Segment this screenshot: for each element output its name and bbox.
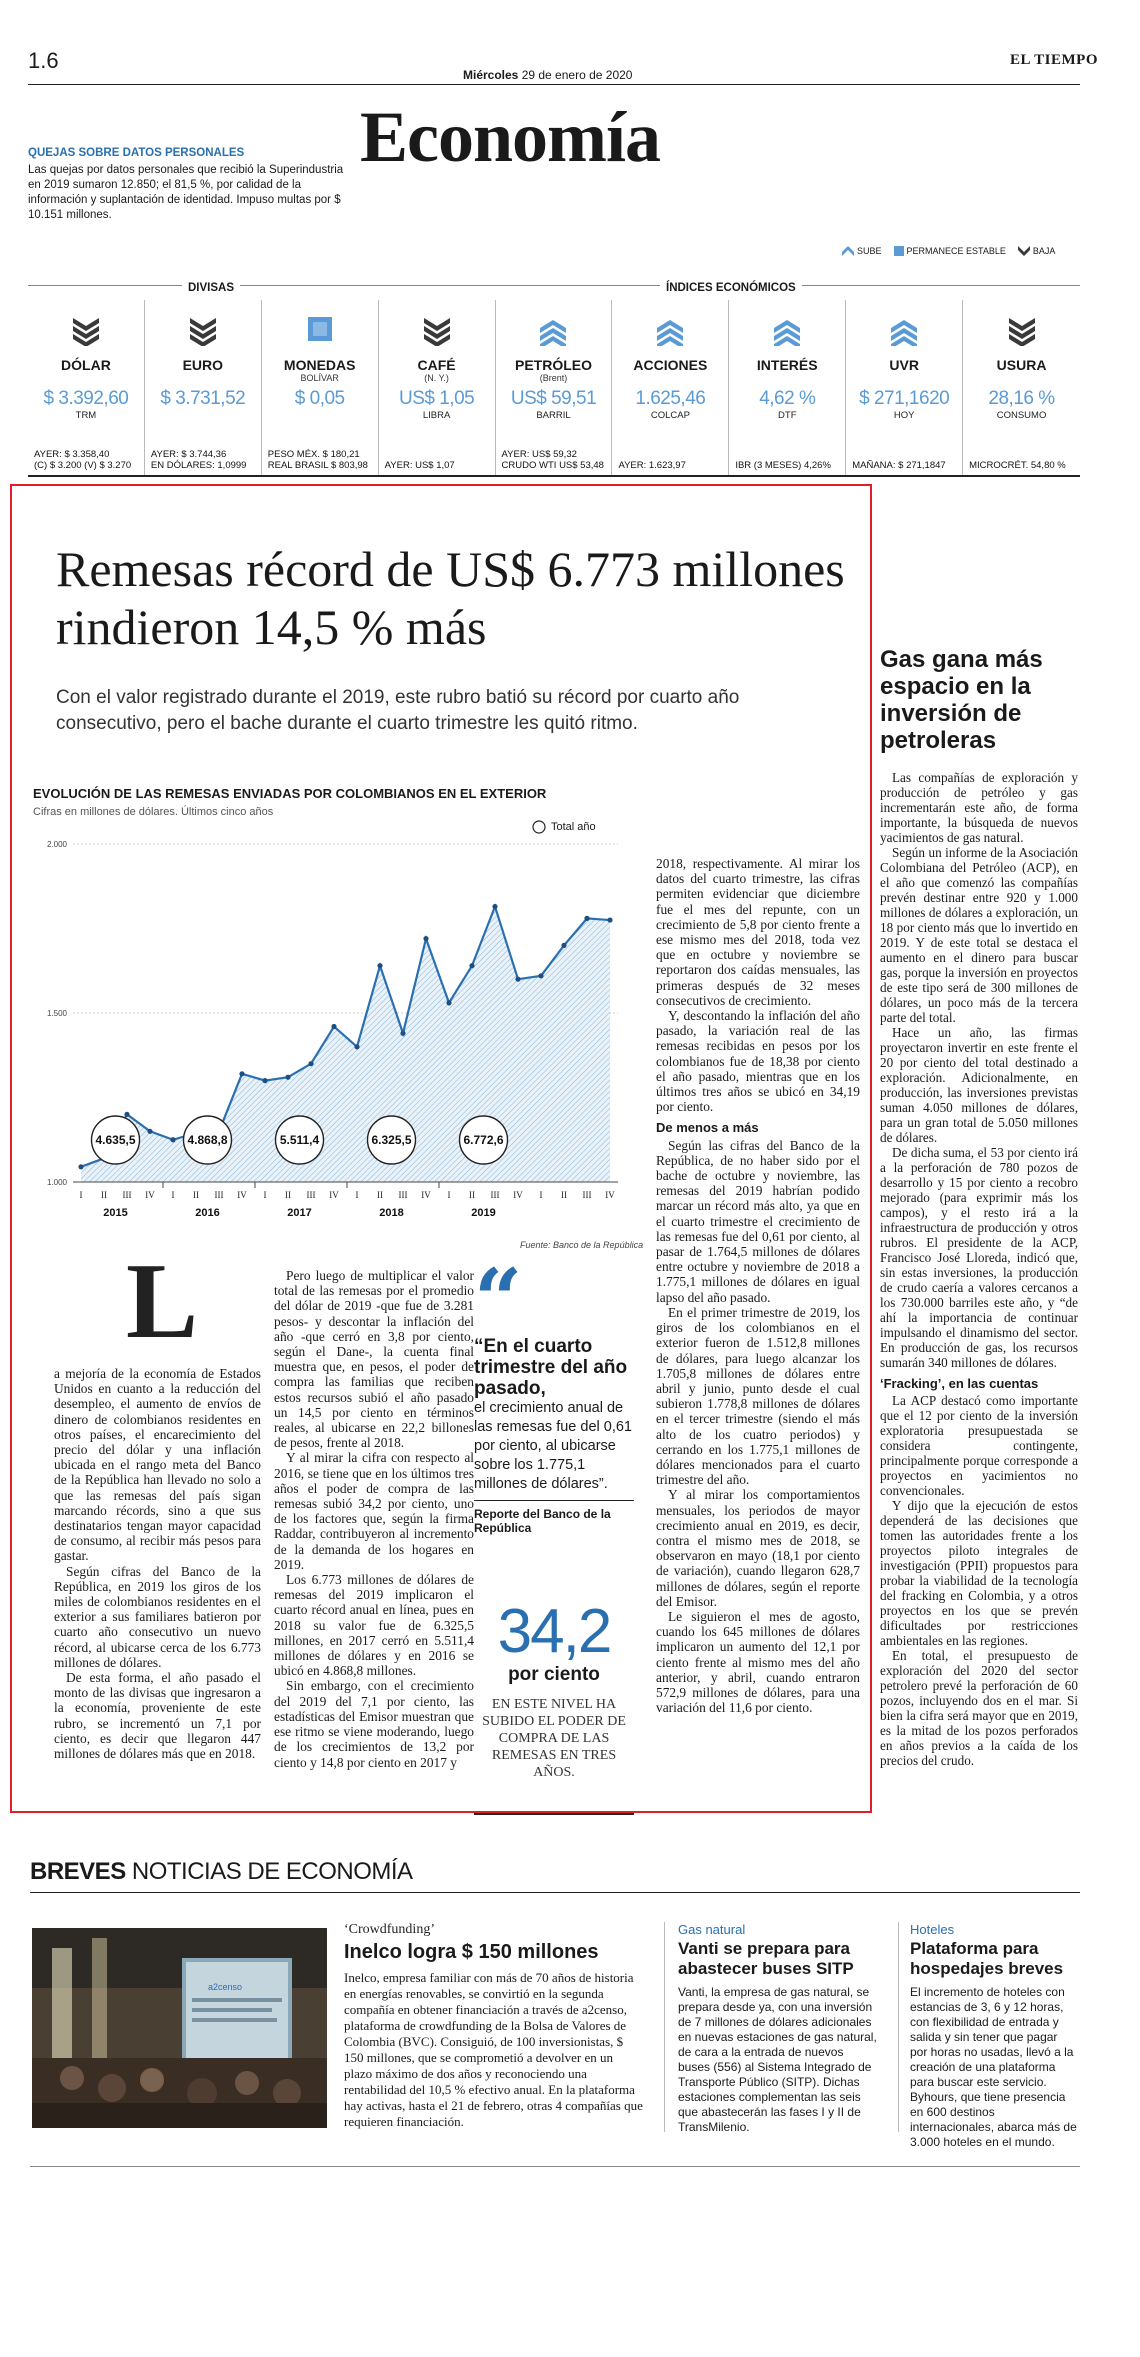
year-label: 2015 [103, 1207, 128, 1219]
data-point [331, 1024, 336, 1029]
annual-total-badge [460, 1116, 508, 1164]
data-point [515, 977, 520, 982]
legend-stable: PERMANECE ESTABLE [894, 246, 1006, 256]
breves-bottom-rule [30, 2166, 1080, 2167]
quarter-label: I [263, 1190, 267, 1200]
indicator-foot: PESO MÉX. $ 180,21 REAL BRASIL $ 803,98 [267, 449, 368, 471]
data-point [469, 963, 474, 968]
quarter-label: II [101, 1190, 107, 1200]
main-col-1: a mejoría de la economía de Estados Unidos en cuanto a la reducción del desempleo, el aumento de envíos de dinero de colombianos residentes en otros países, el encarecimiento del precio del dólar y una inflación ubicada en el rango meta del Banco de la República han llevado no solo a que las remesas del país sigan marcando récords, sino a que sus destinatarios tengan mayor capacidad de consumo, al recibir más pesos para gastar. Según cifras del Banco de la República, en 2019 los giros de los miles de colombianos residentes en el exterior a sus familiares batieron por cuarto año consecutivo un nuevo récord, al ubicarse cerca de los 6.773 millones de dólares. De esta forma, el año pasado el monto de las divisas que ingresaron a la economía, proveniente de este rubro, se incrementó un 7,1 por ciento, es decir que llegaron 447 millones de dólares más que en 2018. [54, 1366, 261, 1762]
down-chevron-icon [71, 314, 101, 351]
annual-total-label: 6.772,6 [463, 1133, 504, 1147]
data-point [400, 1031, 405, 1036]
indicator-value: $ 3.731,52 [160, 388, 246, 409]
indicators-row [28, 300, 1080, 477]
data-point [607, 917, 612, 922]
indicator-usura [963, 300, 1080, 475]
breve-title: Vanti se prepara para abastecer buses SITP [678, 1939, 854, 1978]
indicator-name: CAFÉ [417, 357, 456, 373]
breve-body: Inelco, empresa familiar con más de 70 años de historia en energías renovables, se convirtió en la segunda compañía en obtener financiación a través de a2censo, plataforma de crowdfunding de la Bolsa de Valores de Colombia (BVC). Consiguió, de 100 inversionistas, $ 150 millones, que se comprometió a devolver en un plazo máximo de dos años y reconociendo una rentabilidad del 10,5 % efectivo anual. En la plataforma hay activas, hasta el 21 de febrero, otras 4 compañías que requieren financiación. [344, 1970, 643, 2129]
quarter-label: IV [237, 1190, 247, 1200]
y-tick-label: 1.500 [46, 1009, 67, 1018]
breves-header: BREVES NOTICIAS DE ECONOMÍA [30, 1858, 413, 1885]
indicator-interes [729, 300, 846, 475]
annual-total-badge [92, 1116, 140, 1164]
quarter-label: III [214, 1190, 224, 1200]
annual-total-badge [184, 1116, 232, 1164]
down-chevron-icon [422, 314, 452, 351]
side-subhead: ‘Fracking’, en las cuentas [880, 1376, 1039, 1391]
data-point [285, 1075, 290, 1080]
top-brief-body: Las quejas por datos personales que recibió la Superindustria en 2019 sumaron 12.850; el 81,5 %, por calidad de la información y suplantación de identidad. Impuso multas por $ 10.151 millones. [28, 164, 344, 221]
breve-title: Plataforma para hospedajes breves [910, 1939, 1064, 1978]
brand-logo: EL TIEMPO [1010, 52, 1098, 68]
quarter-label: IV [145, 1190, 155, 1200]
quarter-label: IV [421, 1190, 431, 1200]
legend-down: BAJA [1018, 246, 1056, 256]
data-point [584, 916, 589, 921]
down-chevron-icon [188, 314, 218, 351]
quarter-label: II [377, 1190, 383, 1200]
indicator-foot: AYER: $ 3.358,40 (C) $ 3.200 (V) $ 3.270 [34, 449, 132, 471]
indicator-foot: MAÑANA: $ 271,1847 [852, 460, 946, 471]
data-point [538, 973, 543, 978]
quarter-label: IV [513, 1190, 523, 1200]
data-point [561, 943, 566, 948]
quote-mark-icon: “ [474, 1250, 523, 1349]
annual-total-badge [276, 1116, 324, 1164]
quote-divider [474, 1500, 634, 1501]
quarter-label: I [355, 1190, 359, 1200]
quarter-label: I [79, 1190, 83, 1200]
breve-1 [344, 1922, 644, 2130]
remesas-chart [28, 830, 648, 1230]
breve-title: Inelco logra $ 150 millones [344, 1941, 599, 1963]
quarter-label: II [561, 1190, 567, 1200]
year-label: 2018 [379, 1207, 404, 1219]
indicator-value: $ 0,05 [294, 388, 345, 409]
indicator-value: 1.625,46 [635, 388, 706, 409]
col4-subhead: De menos a más [656, 1120, 759, 1136]
breves-rule [30, 1892, 1080, 1893]
data-point [262, 1078, 267, 1083]
data-point [446, 1000, 451, 1005]
indicator-unit: TRM [75, 410, 97, 421]
year-label: 2016 [195, 1207, 220, 1219]
breve-2 [678, 1922, 878, 2135]
quarter-label: II [193, 1190, 199, 1200]
indicator-name: MONEDAS [283, 357, 356, 373]
quote-lead: “En el cuarto trimestre del año pasado, [474, 1336, 628, 1399]
indicator-name: EURO [182, 357, 224, 373]
down-chevron-icon [1007, 314, 1037, 351]
indices-label: ÍNDICES ECONÓMICOS [660, 282, 802, 294]
indicator-foot: MICROCRÉT. 54,80 % [969, 460, 1066, 471]
indicator-value: 4,62 % [759, 388, 816, 409]
main-col-4: 2018, respectivamente. Al mirar los datos del cuarto trimestre, las cifras permiten evidenciar que diciembre fue el mes del repunte, con un crecimiento de 5,8 por ciento frente a ese mismo mes del 2018, toda vez que en octubre y noviembre se reportaron dos caídas mensuales, las primeras después de 32 meses consecutivos de crecimiento. Y, descontando la inflación del año pasado, la variación real de las remesas recibidas en pesos por los colombianos fue de 18,38 por ciento el año pasado, mientras que en los últimos tres años se ubicó en 34,19 por ciento. De menos a más Según las cifras del Banco de la República, de no haber sido por el bache de octubre y noviembre, las remesas del 2019 habrían podido marcar un récord más alto, ya que en el cuarto trimestre el crecimiento de las remesas fue del 0,61 por ciento, al pasar de 1.764,5 millones de dólares entre octubre y noviembre de 2018 a 1.775,1 millones de dólares en igual lapso del año pasado. En el primer trimestre de 2019, los giros de los colombianos en el exterior fueron de 1.512,8 millones de dólares, para luego alcanzar los 1.705,8 millones de dólares entre abril y junio, punto desde el cual subieron 1.778,8 millones de dólares en el tercer trimestre (siendo el más alto de los cuatro periodos) y cerrando en los 1.775,1 millones de dólares mencionados para el cuarto trimestre del año. Y al mirar los comportamientos mensuales, los periodos de mayor crecimiento anual en 2019, es decir, contra el mismo mes de 2018, se observaron en mayo (18,1 por ciento de variación), cuando llegaron 628,7 millones de dólares, según el reporte del Emisor. Le siguieron el mes de agosto, cuando los 645 millones de dólares implicaron un aumento del 12,1 por ciento frente al mismo mes del año anterior, y abril, cuando entraron 572,9 millones de dólares, para una variación del 11,6 por ciento. [656, 856, 860, 1716]
indicator-petroleo [496, 300, 613, 475]
indicator-name: UVR [889, 357, 919, 373]
svg-text:a2censo: a2censo [208, 1982, 243, 1992]
indicator-value: US$ 59,51 [510, 388, 597, 409]
up-chevron-icon [538, 314, 568, 346]
quarter-label: III [306, 1190, 316, 1200]
event-photo [32, 1928, 327, 2128]
indicator-euro [145, 300, 262, 475]
square-stable-icon [894, 246, 904, 256]
data-point [354, 1044, 359, 1049]
quarter-label: III [398, 1190, 408, 1200]
indicator-dolar [28, 300, 145, 475]
up-chevron-icon [889, 314, 919, 351]
pull-quote [474, 1250, 634, 1535]
annual-total-label: 6.325,5 [371, 1133, 412, 1147]
side-article [880, 646, 1078, 1768]
data-point [147, 1129, 152, 1134]
header-rule [28, 84, 1080, 85]
indicator-name: PETRÓLEO [514, 357, 592, 373]
indicator-unit: LIBRA [422, 410, 451, 421]
indicator-uvr [846, 300, 963, 475]
annual-total-badge [368, 1116, 416, 1164]
up-chevron-icon [772, 314, 802, 351]
indicator-sub: (Brent) [539, 373, 568, 383]
indicator-unit: COLCAP [650, 410, 690, 421]
top-brief [28, 147, 348, 223]
quarter-label: III [582, 1190, 592, 1200]
y-tick-label: 1.000 [46, 1178, 67, 1187]
stat-rule [474, 1813, 634, 1815]
chart-title: EVOLUCIÓN DE LAS REMESAS ENVIADAS POR COLOMBIANOS EN EL EXTERIOR [33, 786, 547, 801]
down-chevron-icon [71, 314, 101, 346]
data-point [239, 1071, 244, 1076]
indicator-unit: HOY [893, 410, 915, 421]
quarter-label: IV [605, 1190, 615, 1200]
breves-divider-1 [664, 1922, 665, 2132]
indicator-foot: AYER: US$ 1,07 [384, 460, 455, 471]
quarter-label: III [490, 1190, 500, 1200]
down-chevron-icon [422, 314, 452, 346]
indicator-sub: BOLÍVAR [300, 373, 339, 383]
chart-subtitle: Cifras en millones de dólares. Últimos cinco años [33, 806, 274, 818]
y-tick-label: 2.000 [46, 840, 67, 849]
legend-up: SUBE [842, 246, 882, 256]
breves-divider-2 [898, 1922, 899, 2132]
indicator-monedas [262, 300, 379, 475]
main-headline: Remesas récord de US$ 6.773 millones rindieron 14,5 % más [56, 541, 845, 655]
data-point [492, 904, 497, 909]
data-point [78, 1164, 83, 1169]
breve-kicker: Hoteles [910, 1922, 955, 1937]
divisas-label: DIVISAS [182, 282, 240, 294]
breve-kicker: ‘Crowdfunding’ [344, 1922, 435, 1937]
indicator-cafe [379, 300, 496, 475]
indicator-unit: DTF [778, 410, 797, 421]
annual-total-label: 5.511,4 [279, 1133, 320, 1147]
data-point [170, 1137, 175, 1142]
indicator-acciones [612, 300, 729, 475]
area-fill [81, 907, 610, 1182]
side-headline: Gas gana más espacio en la inversión de petroleras [880, 646, 1043, 754]
square-stable-icon [305, 314, 335, 351]
indicator-name: DÓLAR [61, 357, 111, 373]
up-chevron-icon [889, 314, 919, 346]
breve-kicker: Gas natural [678, 1922, 746, 1937]
year-label: 2019 [471, 1207, 496, 1219]
trend-legend [842, 246, 1055, 256]
indicator-unit: BARRIL [536, 410, 571, 421]
down-chevron-icon [1018, 246, 1030, 256]
stat-number: 34,2 [497, 1597, 611, 1666]
indicator-name: USURA [996, 357, 1047, 373]
top-brief-title: QUEJAS SOBRE DATOS PERSONALES [28, 147, 245, 159]
chart-legend: Total año [532, 820, 596, 834]
quarter-label: I [539, 1190, 543, 1200]
indicator-value: $ 271,1620 [859, 388, 950, 409]
up-chevron-icon [655, 314, 685, 351]
stat-box [474, 1597, 634, 1781]
indicator-value: US$ 1,05 [398, 388, 475, 409]
up-chevron-icon [842, 246, 854, 256]
breve-body: Vanti, la empresa de gas natural, se prepara desde ya, con una inversión de 7 millones de dólares adicionales en nuevas estaciones de gas natural, de cara a la entrada de nuevos buses (556) al Sistema Integrado de Transporte Público (SITP). Dichas estaciones complementan las seis que abastecerán las fases I y II de TransMilenio. [678, 1985, 877, 2134]
indicator-foot: AYER: US$ 59,32 CRUDO WTI US$ 53,48 [501, 449, 604, 471]
quarter-label: I [447, 1190, 451, 1200]
chart-source: Fuente: Banco de la República [520, 1240, 644, 1250]
main-col-2: Pero luego de multiplicar el valor total de las remesas por el promedio del dólar de 2019 -que fue de 3.281 pesos- y descontar la inflación del año -que cerró en 3,8 por ciento, según el Dane-, la cuenta final muestra que, en pesos, el poder de compra las familias que reciben estos recursos subió el año pasado un 14,5 por ciento en términos reales, al ubicarse en 22,2 billones de pesos, frente al 2018. Y al mirar la cifra con respecto al 2016, se tiene que en los últimos tres años el poder de compra de las remesas subió 34,2 por ciento, uno de los factores que, según la firma Raddar, contribuyeron al incremento de la demanda de los hogares en 2019. Los 6.773 millones de dólares de remesas del 2019 implicaron el cuarto récord anual en línea, pues en 2018 su valor fue de 6.325,5 millones, en 2017 cerró en 5.511,4 millones de dólares y en 2016 se ubicó en 4.868,8 millones. Sin embargo, con el crecimiento del 2019 del 7,1 por ciento, las estadísticas del Emisor muestran que ese ritmo se viene moderando, luego de los crecimientos de 13,2 por ciento y 14,8 por ciento en 2017 y [274, 1268, 474, 1770]
indicator-value: $ 3.392,60 [43, 388, 129, 409]
quarter-label: I [171, 1190, 175, 1200]
stat-caption: EN ESTE NIVEL HA SUBIDO EL PODER DE COMPRA DE LAS REMESAS EN TRES AÑOS. [482, 1697, 626, 1780]
stat-unit: por ciento [508, 1664, 600, 1685]
indicator-foot: IBR (3 MESES) 4,26% [735, 460, 831, 471]
up-chevron-icon [538, 314, 568, 351]
annual-total-label: 4.635,5 [95, 1133, 136, 1147]
breve-3 [910, 1922, 1078, 2150]
annual-total-label: 4.868,8 [187, 1133, 228, 1147]
breve-body: El incremento de hoteles con estancias de 3, 6 y 12 horas, con flexibilidad de entrada y salida y sin tener que pagar por horas no usadas, llevó a la creación de una plataforma para buscar este servicio. Byhours, que tiene presencia en 600 destinos internacionales, abarca más de 3.000 hoteles en el mundo. [910, 1985, 1077, 2149]
issue-date [463, 68, 632, 82]
quarter-label: III [122, 1190, 132, 1200]
data-point [377, 963, 382, 968]
square-stable-icon [305, 314, 335, 346]
date-day: Miércoles [463, 68, 519, 82]
side-body: Las compañías de exploración y producción de petróleo y gas incrementarán este año, de forma importante, la búsqueda de nuevos yacimientos de gas natural. Según un informe de la Asociación Colombiana del Petróleo (ACP), en el año que comenzó las compañías prevén destinar entre 920 y 1.000 millones de dólares a exploración, un 18 por ciento más que lo invertido en 2019. Y de este total se destaca el aumento en el dinero para buscar gas, porque la inversión en proyectos de este tipo será de 300 millones de dólares, un poco más de la tercera parte del total. Hace un año, las firmas proyectaron invertir en este frente el 20 por ciento del total destinado a exploración. Adicionalmente, en producción, las inversiones previstas suman 4.050 millones de dólares, para un gran total de 5.050 millones de dólares. De dicha suma, el 53 por ciento irá a la perforación de 780 pozos de desarrollo y 15 por ciento a recobro mejorado (para exprimir más los campos), y el resto irá a la infraestructura de producción y otros rubros. El presidente de la ACP, Francisco José Lloreda, indicó que, sin estas inversiones, la producción de crudo caería a valores cercanos a los 730.000 barriles este año, y “de ahí la importancia de continuar impulsando el dinamismo del sector. En producción de gas, los recursos sumarán 340 millones de dólares. ‘Fracking’, en las cuentas La ACP destacó como importante que el 12 por ciento de la inversión exploratoria presupuestada se considera contingente, principalmente porque corresponde a proyectos en yacimientos no convencionales. Y dijo que la ejecución de estos dependerá de las decisiones que tomen las autoridades frente a los proyectos piloto integrales de investigación (PPII) propuestos para probar la viabilidad de la tecnología del fracking en Colombia, y a otros proyectos en los que se prevén dificultades por restricciones ambientales en las regiones. En total, el presupuesto de exploración del 2020 del sector petrolero prevé la perforación de 60 pozos, incluyendo dos en el mar. Si bien la cifra será mayor que en 2019, es la mitad de los pozos perforados en años previos a la caída de los precios del crudo. [880, 770, 1078, 1768]
quarter-label: II [469, 1190, 475, 1200]
data-point [124, 1112, 129, 1117]
page-number: 1.6 [28, 48, 59, 73]
data-point [423, 936, 428, 941]
quote-text: el crecimiento anual de las remesas fue del 0,61 por ciento, al ubicarse sobre los 1.775,1 millones de dólares”. [474, 1400, 632, 1492]
date-rest: 29 de enero de 2020 [518, 68, 633, 82]
main-deck: Con el valor registrado durante el 2019, este rubro batió su récord por cuarto año consecutivo, pero el bache durante el cuarto trimestre les quitó ritmo. [56, 687, 740, 734]
indicator-unit: CONSUMO [996, 410, 1047, 421]
indicator-foot: AYER: $ 3.744,36 EN DÓLARES: 1,0999 [150, 449, 247, 471]
indicator-name: ACCIONES [633, 357, 708, 373]
indicator-value: 28,16 % [988, 388, 1055, 409]
indicator-foot: AYER: 1.623,97 [618, 460, 686, 471]
drop-cap: L [126, 1242, 199, 1361]
up-chevron-icon [655, 314, 685, 346]
up-chevron-icon [772, 314, 802, 346]
section-title: Economía [360, 97, 661, 177]
indicator-sub: (N. Y.) [424, 373, 449, 383]
down-chevron-icon [1007, 314, 1037, 346]
indicator-name: INTERÉS [756, 357, 818, 373]
quote-source: Reporte del Banco de la República [474, 1507, 611, 1535]
data-point [308, 1061, 313, 1066]
quarter-label: II [285, 1190, 291, 1200]
down-chevron-icon [188, 314, 218, 346]
quarter-label: IV [329, 1190, 339, 1200]
year-label: 2017 [287, 1207, 312, 1219]
